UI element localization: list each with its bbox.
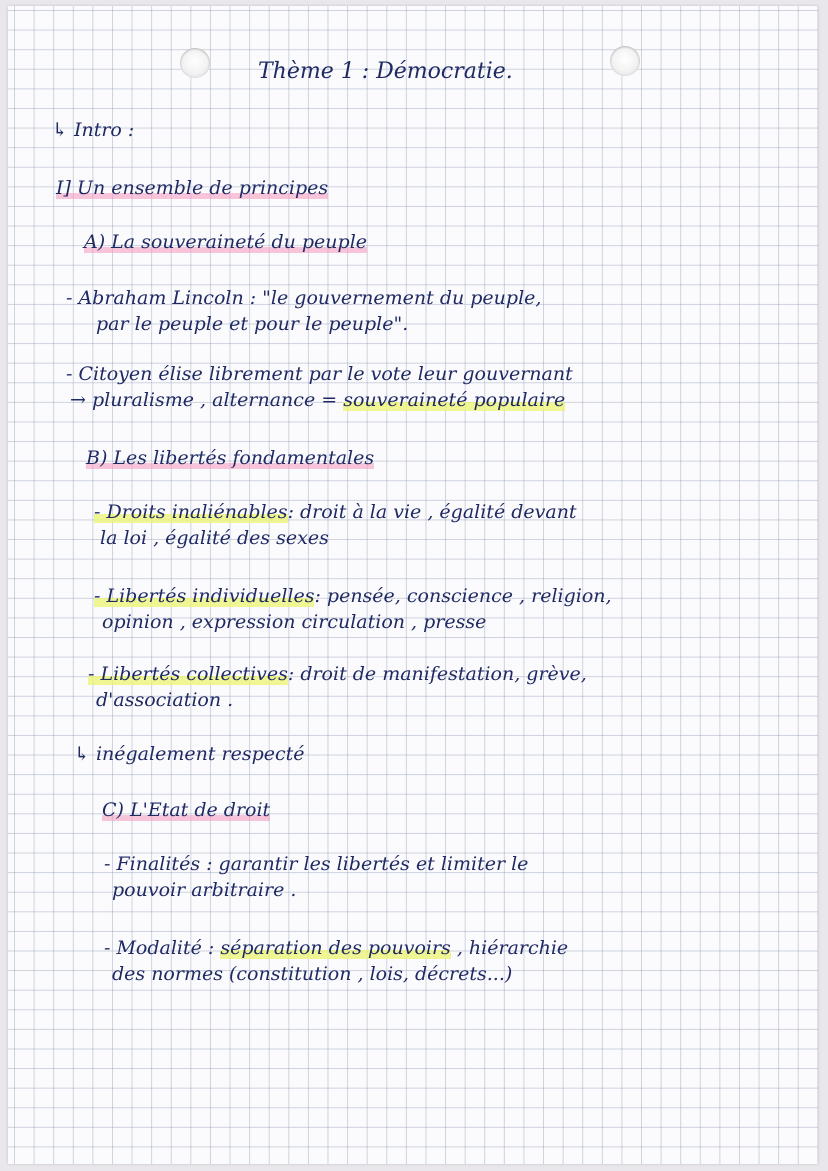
intro-label: ↳ Intro : — [52, 119, 135, 141]
collectives-line-1 — [88, 662, 587, 686]
page-title: Thème 1 : Démocratie. — [258, 59, 513, 84]
individuelles-text: : pensée, conscience , religion, — [314, 585, 612, 607]
lincoln-quote-line-1: - Abraham Lincoln : "le gouvernement du peuple, — [66, 287, 542, 309]
finalites-line-2: pouvoir arbitraire . — [112, 879, 297, 901]
droits-text: : droit à la vie , égalité devant — [287, 501, 577, 523]
droits-line-1 — [94, 500, 577, 524]
section-heading-1 — [56, 176, 328, 200]
subheading-b — [86, 446, 374, 470]
droits-label: - Droits inaliénables — [94, 501, 288, 523]
modalite-hierarchie: , hiérarchie — [450, 937, 569, 959]
collectives-label: - Libertés collectives — [88, 663, 288, 685]
subheading-c — [102, 798, 270, 822]
subheading-a — [84, 230, 367, 254]
subheading-b-text: B) Les libertés fondamentales — [86, 447, 375, 469]
subheading-a-text: A) La souveraineté du peuple — [84, 231, 368, 253]
inegalement-respecte: ↳ inégalement respecté — [74, 743, 305, 765]
notebook-page — [8, 6, 818, 1164]
punch-hole-right — [610, 46, 640, 76]
collectives-line-2: d'association . — [96, 689, 234, 711]
citoyen-line-2-prefix: → pluralisme , alternance = — [70, 389, 344, 411]
droits-line-2: la loi , égalité des sexes — [100, 527, 329, 549]
modalite-label: - Modalité : — [104, 937, 221, 959]
separation-des-pouvoirs: séparation des pouvoirs — [220, 937, 451, 959]
modalite-line-1 — [104, 936, 568, 960]
modalite-line-2: des normes (constitution , lois, décrets...) — [112, 963, 513, 985]
citoyen-line-2 — [70, 388, 565, 412]
citoyen-line-1: - Citoyen élise librement par le vote leur gouvernant — [66, 363, 573, 385]
lincoln-quote-line-2: par le peuple et pour le peuple". — [96, 313, 409, 335]
individuelles-line-2: opinion , expression circulation , presse — [102, 611, 487, 633]
punch-hole-left — [180, 48, 210, 78]
souverainete-populaire: souveraineté populaire — [343, 389, 566, 411]
subheading-c-text: C) L'Etat de droit — [102, 799, 271, 821]
individuelles-label: - Libertés individuelles — [94, 585, 315, 607]
individuelles-line-1 — [94, 584, 612, 608]
finalites-line-1: - Finalités : garantir les libertés et limiter le — [104, 853, 529, 875]
section-heading-1-text: I] Un ensemble de principes — [56, 177, 329, 199]
collectives-text: : droit de manifestation, grève, — [287, 663, 587, 685]
